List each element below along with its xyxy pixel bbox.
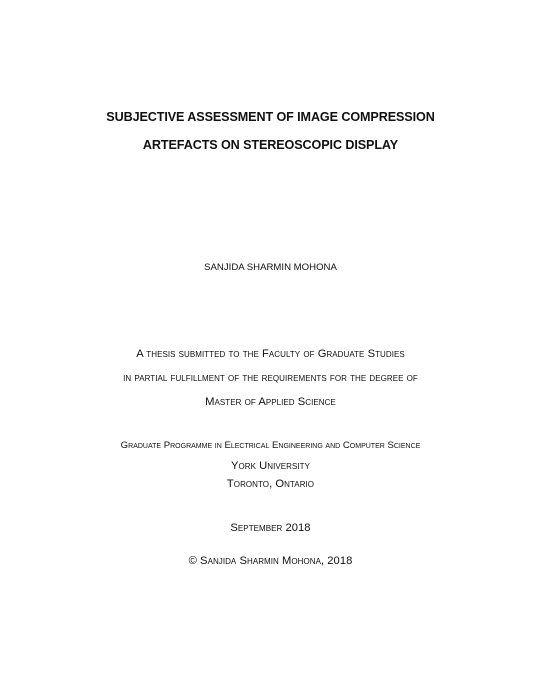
- submission-statement-line-2: in partial fulfillment of the requirements for the degree of: [123, 372, 418, 384]
- university-location: Toronto, Ontario: [226, 478, 315, 490]
- graduate-programme: Graduate Programme in Electrical Engineering and Computer Science: [120, 440, 421, 451]
- thesis-title-line-1: SUBJECTIVE ASSESSMENT OF IMAGE COMPRESSION: [106, 110, 435, 124]
- author-name: SANJIDA SHARMIN MOHONA: [204, 262, 337, 273]
- degree-name: Master of Applied Science: [205, 396, 336, 408]
- submission-statement-line-1: A thesis submitted to the Faculty of Graduate Studies: [136, 348, 405, 360]
- university-name: York University: [231, 460, 310, 472]
- submission-date: September 2018: [230, 522, 311, 534]
- copyright-notice: © Sanjida Sharmin Mohona, 2018: [188, 555, 353, 567]
- thesis-title-line-2: ARTEFACTS ON STEREOSCOPIC DISPLAY: [142, 138, 399, 152]
